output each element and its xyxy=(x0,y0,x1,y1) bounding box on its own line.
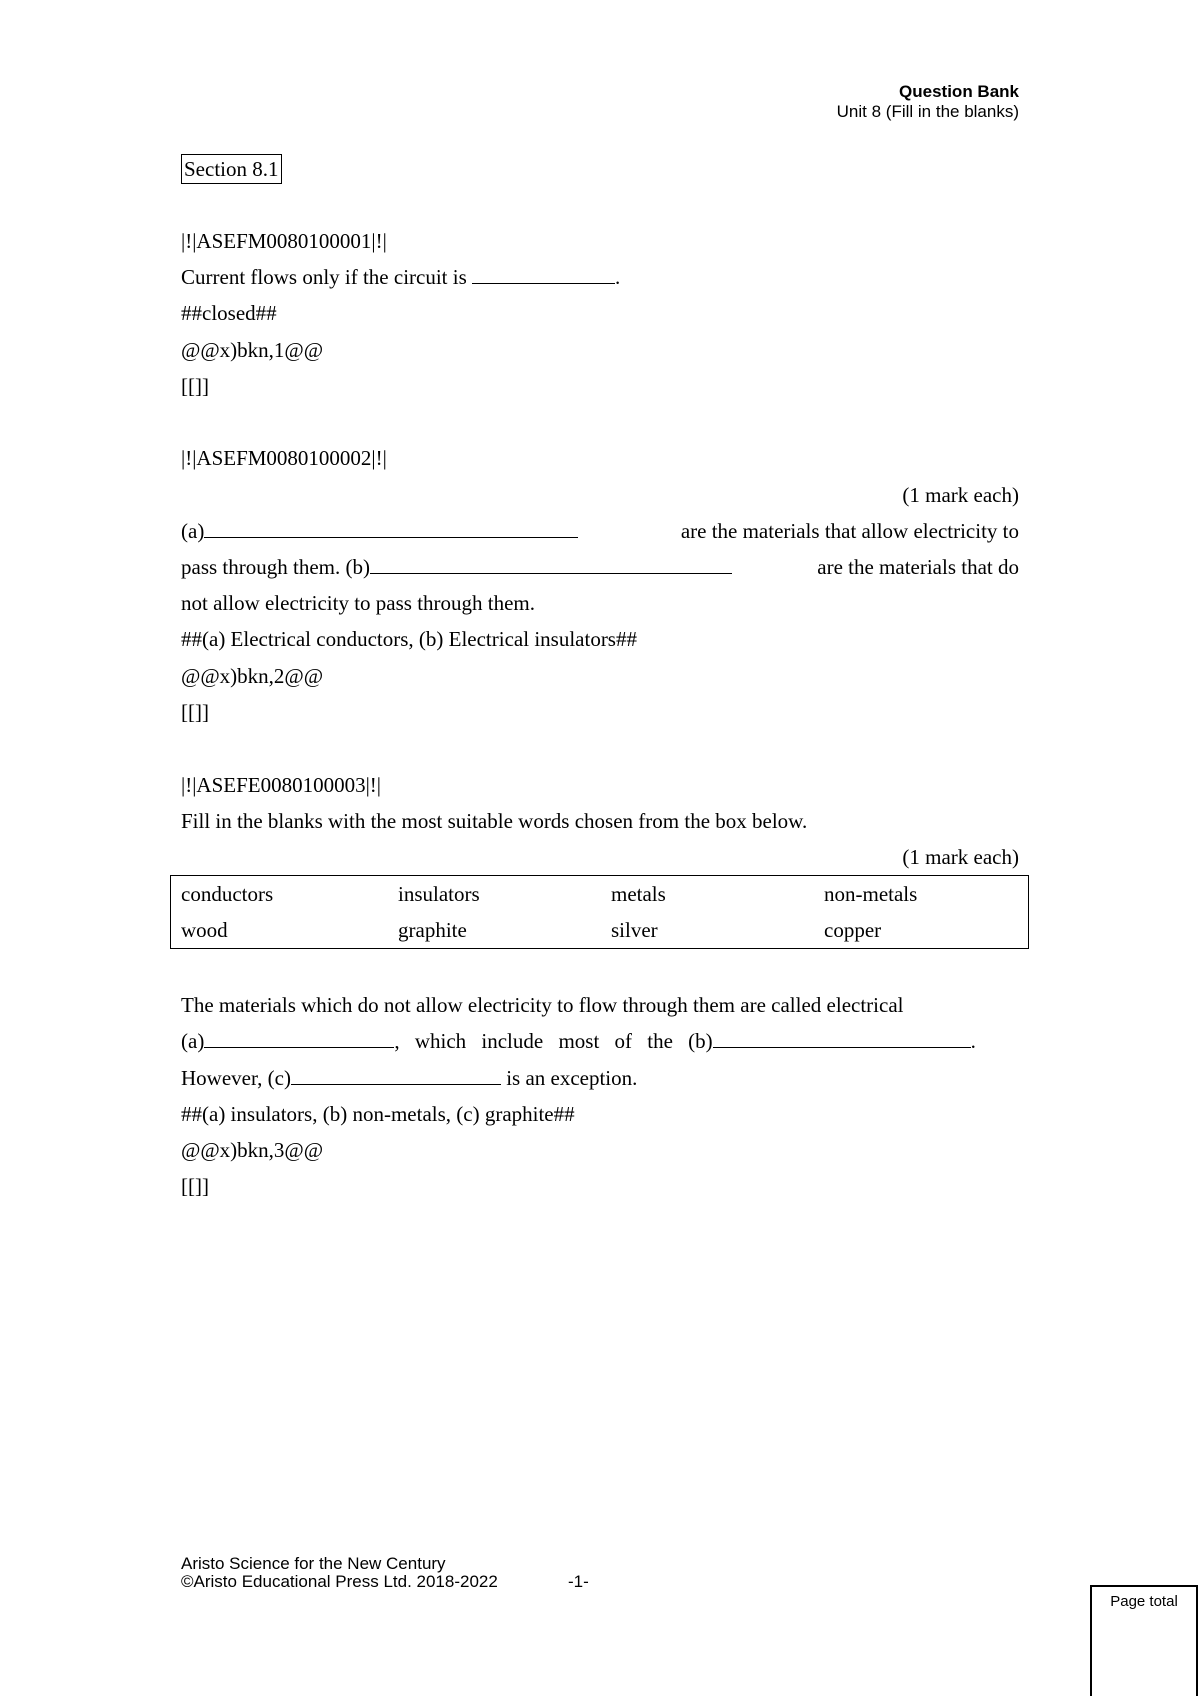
q1-end-marker: [[]] xyxy=(181,374,209,398)
q3-answer: ##(a) insulators, (b) non-metals, (c) graphite## xyxy=(181,1102,575,1126)
q1-id: |!|ASEFM0080100001|!| xyxy=(181,229,387,253)
q3-line2-mid: , which include most of the (b) xyxy=(394,1029,713,1053)
word-bank-cell: copper xyxy=(824,918,882,942)
q2-blank-a xyxy=(204,515,578,538)
q2-line2-pre: pass through them. (b) xyxy=(181,555,370,579)
section-heading-line xyxy=(181,150,1019,186)
q2-line2 xyxy=(181,549,1019,585)
header-subtitle: Unit 8 (Fill in the blanks) xyxy=(836,102,1019,121)
q2-meta: @@x)bkn,2@@ xyxy=(181,664,324,688)
word-bank-cell: conductors xyxy=(181,882,274,906)
word-bank-box xyxy=(170,875,1029,949)
q1-blank xyxy=(472,261,615,284)
q2-blank-b xyxy=(370,551,732,574)
q3-meta: @@x)bkn,3@@ xyxy=(181,1138,324,1162)
header-title: Question Bank xyxy=(899,82,1019,101)
q2-end-marker: [[]] xyxy=(181,700,209,724)
page-total-box xyxy=(1090,1585,1198,1696)
q1-text: Current flows only if the circuit is xyxy=(181,265,467,289)
q3-line3 xyxy=(181,1060,1019,1096)
word-bank-cell: metals xyxy=(611,882,666,906)
word-bank-cell: insulators xyxy=(398,882,480,906)
q3-blank-c xyxy=(291,1062,501,1085)
q3-line1: The materials which do not allow electricity to flow through them are called electrical xyxy=(181,993,904,1017)
footer-publication: Aristo Science for the New Century xyxy=(181,1554,446,1573)
word-bank-cell: non-metals xyxy=(824,882,918,906)
q3-blank-a xyxy=(204,1025,394,1048)
footer-copyright: ©Aristo Educational Press Ltd. 2018-2022 xyxy=(181,1572,498,1591)
q1-end: . xyxy=(615,265,621,289)
q3-line3-pre: However, (c) xyxy=(181,1066,291,1090)
q3-marks: (1 mark each) xyxy=(902,845,1019,869)
q2-id: |!|ASEFM0080100002|!| xyxy=(181,446,387,470)
page-header xyxy=(837,82,1019,122)
word-bank-cell: graphite xyxy=(398,918,467,942)
q3-instruction: Fill in the blanks with the most suitable words chosen from the box below. xyxy=(181,809,808,833)
q3-blank-b xyxy=(713,1025,971,1048)
page-footer xyxy=(181,1555,498,1591)
q2-line1-post: are the materials that allow electricity to xyxy=(680,519,1019,543)
q3-id: |!|ASEFE0080100003|!| xyxy=(181,773,381,797)
section-heading: Section 8.1 xyxy=(181,154,282,184)
word-bank-cell: wood xyxy=(181,918,228,942)
page-number: -1- xyxy=(568,1572,589,1591)
q2-line3: not allow electricity to pass through them. xyxy=(181,591,536,615)
q1-answer: ##closed## xyxy=(181,301,277,325)
q2-marks: (1 mark each) xyxy=(902,483,1019,507)
q3-line2-a: (a) xyxy=(181,1029,205,1053)
q3-end-marker: [[]] xyxy=(181,1174,209,1198)
q2-line1 xyxy=(181,513,1019,549)
q3-line2-end: . xyxy=(970,1029,976,1053)
word-bank-cell: silver xyxy=(611,918,658,942)
page-total-label: Page total xyxy=(1110,1593,1178,1610)
q2-answer: ##(a) Electrical conductors, (b) Electrical insulators## xyxy=(181,627,637,651)
q2-line2-post: are the materials that do xyxy=(817,555,1019,579)
q2-line1-pre: (a) xyxy=(181,519,205,543)
q1-question xyxy=(181,259,1019,295)
q3-line3-post: is an exception. xyxy=(500,1066,638,1090)
q3-line2 xyxy=(181,1023,1019,1059)
q1-meta: @@x)bkn,1@@ xyxy=(181,338,324,362)
